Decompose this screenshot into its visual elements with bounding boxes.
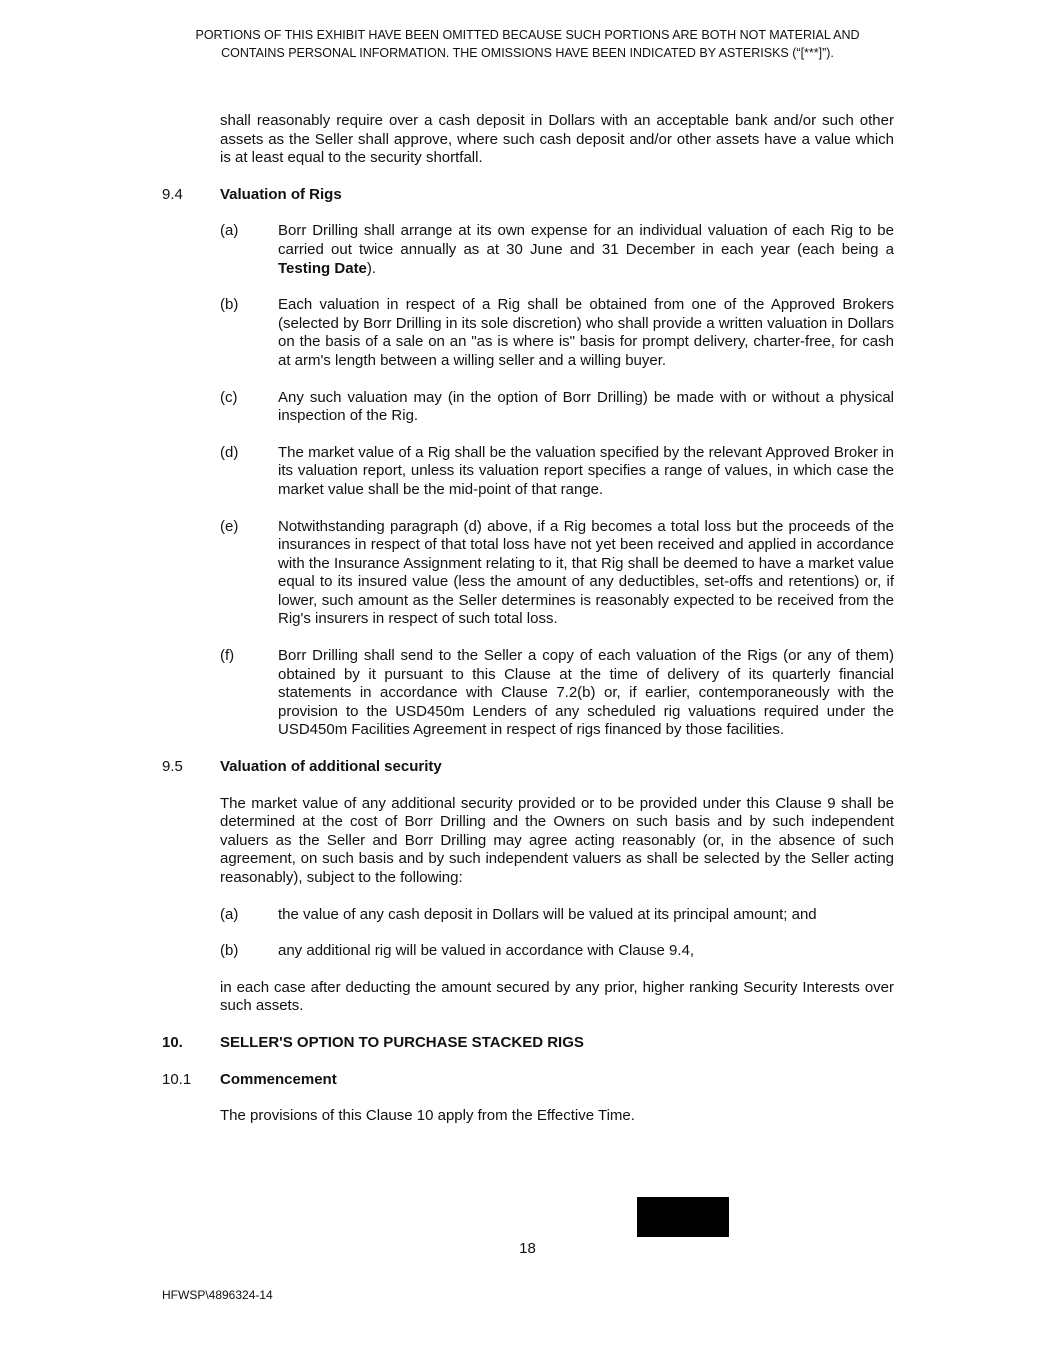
item-text: Borr Drilling shall send to the Seller a copy of each valuation of the Rigs (or any of them) obtained by it pursuant to this Clause at the time of delivery of its quarterly financial statements in accordance with Clause 7.2(b) or, if earlier, contemporaneously with the provision to the USD450m Lenders of any scheduled rig valuations required under the USD450m Facilities Agreement in respect of rigs financed by those facilities. [278, 647, 894, 739]
item-text: the value of any cash deposit in Dollars will be valued at its principal amount; and [278, 905, 817, 923]
clause-9-4-b [162, 296, 894, 370]
item-label: (a) [220, 222, 239, 240]
document-reference: HFWSP\4896324-14 [162, 1288, 273, 1302]
clause-title: Valuation of additional security [220, 758, 442, 776]
item-label: (c) [220, 388, 238, 406]
item-label: (e) [220, 517, 239, 535]
omission-notice-line-1: PORTIONS OF THIS EXHIBIT HAVE BEEN OMITTED BECAUSE SUCH PORTIONS ARE BOTH NOT MATERIAL AND [195, 28, 860, 42]
redaction-block [637, 1197, 729, 1237]
clause-9-4-a [162, 222, 894, 278]
defined-term-testing-date: Testing Date [278, 259, 367, 277]
item-label: (a) [220, 905, 239, 923]
clause-9-4-e [162, 518, 894, 630]
item-label: (f) [220, 647, 235, 665]
clause-title: Valuation of Rigs [220, 185, 342, 203]
document-body [162, 112, 894, 1126]
item-text-start: Borr Drilling shall arrange at its own expense for an individual valuation of each Rig to be carried out twice annually as at 30 June and 31 December in each year (each being a [278, 222, 894, 258]
item-text: Each valuation in respect of a Rig shall be obtained from one of the Approved Brokers (selected by Borr Drilling in its sole discretion) who shall provide a written valuation in Dollars on the basis of a sale on an "as is where is" basis for prompt delivery, charter-free, for cash at arm's length between a willing seller and a willing buyer. [278, 296, 894, 369]
clause-number: 9.4 [162, 185, 183, 203]
clause-9-5-b [162, 942, 894, 961]
item-text: The market value of a Rig shall be the valuation specified by the relevant Approved Broker in its valuation report, unless its valuation report specifies a range of values, in which case the market value shall be the mid-point of that range. [278, 443, 894, 498]
item-text-end: ). [366, 259, 377, 277]
item-label: (b) [220, 296, 239, 314]
item-text: any additional rig will be valued in accordance with Clause 9.4, [278, 942, 695, 960]
clause-9-4-heading [162, 186, 894, 205]
clause-title: Commencement [220, 1070, 337, 1088]
clause-title: SELLER'S OPTION TO PURCHASE STACKED RIGS [220, 1033, 584, 1051]
item-text: Notwithstanding paragraph (d) above, if a Rig becomes a total loss but the proceeds of the insurances in respect of that total loss have not yet been received and applied in accordance with the Insurance Assignment relating to it, that Rig shall be deemed to have a market value equal to its insured value (less the amount of any deductibles, set-offs and retentions) or, if lower, such amount as the Seller determines is reasonably expected to be received from the Rig's insurers in respect of such total loss. [278, 517, 894, 628]
clause-9-4-f [162, 647, 894, 740]
clause-9-5-a [162, 906, 894, 925]
clause-9-5-intro: The market value of any additional security provided or to be provided under this Clause 9 shall be determined at the cost of Borr Drilling and the Owners on such basis and by such independent valuers as the Seller and Borr Drilling may agree acting reasonably (or, in the absence of such agreement, on such basis and by such independent valuers as shall be selected by the Seller acting reasonably), subject to the following: [220, 794, 894, 886]
clause-10-1-text: The provisions of this Clause 10 apply from the Effective Time. [220, 1107, 635, 1125]
clause-9-5-closing: in each case after deducting the amount secured by any prior, higher ranking Security Interests over such assets. [220, 978, 894, 1015]
page-number: 18 [519, 1240, 536, 1257]
clause-9-4-c [162, 389, 894, 426]
item-text: Any such valuation may (in the option of Borr Drilling) be made with or without a physical inspection of the Rig. [278, 388, 894, 425]
omission-notice-line-2: CONTAINS PERSONAL INFORMATION. THE OMISSIONS HAVE BEEN INDICATED BY ASTERISKS (“[***]”). [221, 46, 834, 60]
clause-9-4-d [162, 444, 894, 500]
clause-number: 9.5 [162, 758, 183, 776]
item-label: (b) [220, 942, 239, 960]
clause-number: 10.1 [162, 1070, 192, 1088]
item-label: (d) [220, 443, 239, 461]
clause-10-heading [162, 1034, 894, 1053]
continuation-paragraph: shall reasonably require over a cash deposit in Dollars with an acceptable bank and/or such other assets as the Seller shall approve, where such cash deposit and/or other assets have a value which is at least equal to the security shortfall. [220, 112, 894, 167]
clause-9-5-heading [162, 758, 894, 777]
clause-10-1-heading [162, 1071, 894, 1090]
omission-notice [120, 26, 935, 62]
clause-number: 10. [162, 1033, 183, 1051]
